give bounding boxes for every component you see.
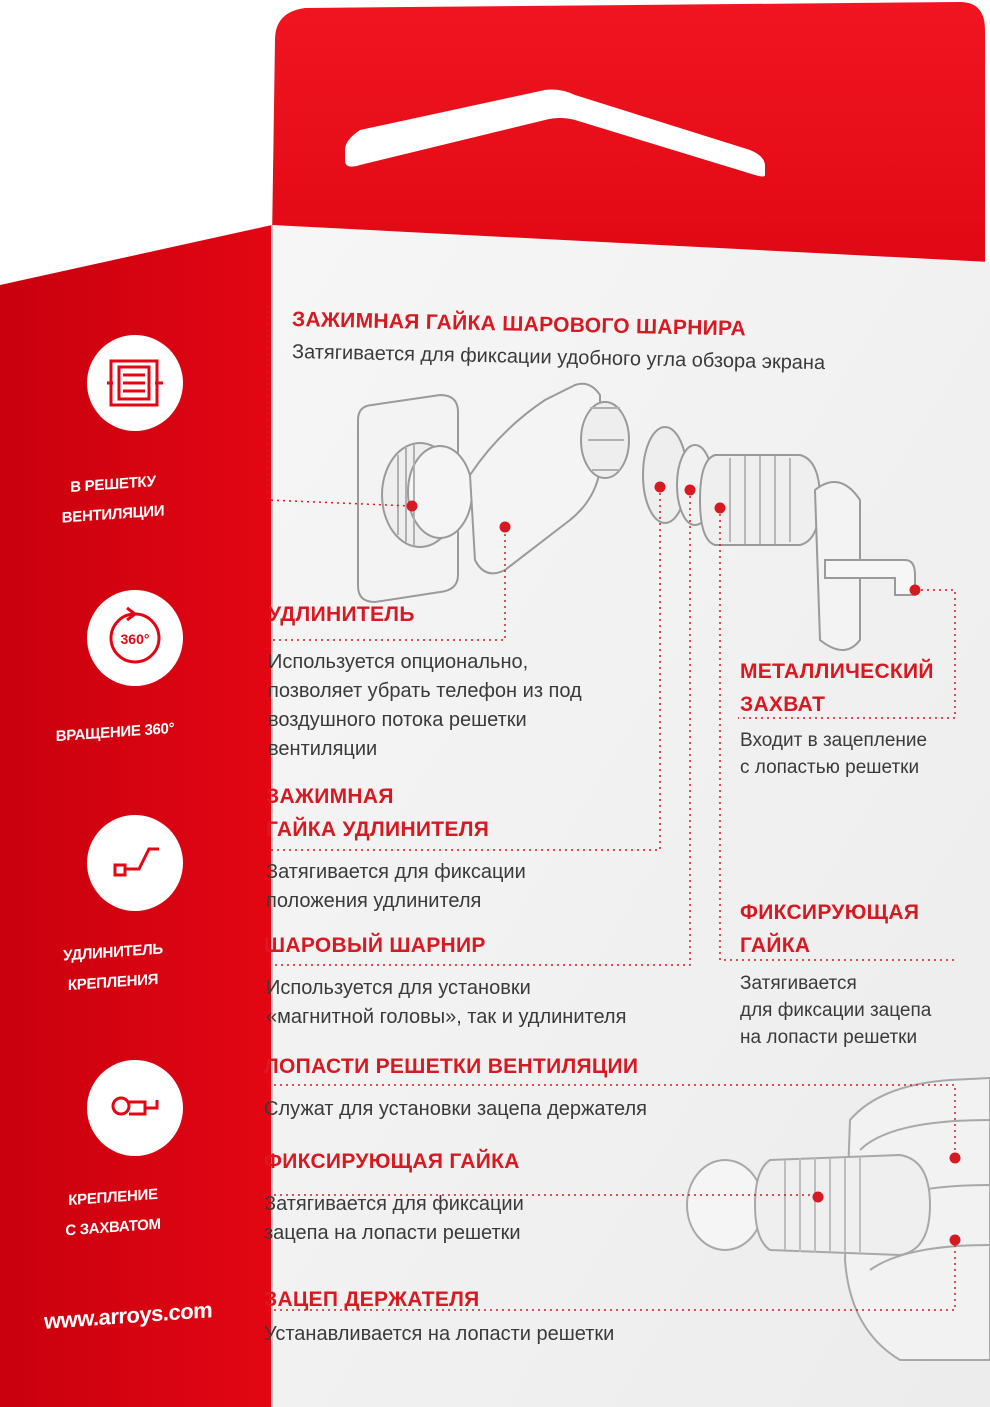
vent-blades-text: Служат для установки зацепа держателя: [264, 1098, 647, 1120]
lock-nut-right-title: ФИКСИРУЮЩАЯ ГАЙКА: [740, 901, 920, 957]
side-label-hook: КРЕПЛЕНИЕ С ЗАХВАТОМ: [65, 1185, 161, 1240]
side-panel: [0, 225, 272, 1407]
extender-title: УДЛИНИТЕЛЬ: [268, 603, 415, 626]
brand-url: www.arroys.com: [44, 1297, 213, 1334]
vent-blades-title: ЛОПАСТИ РЕШЕТКИ ВЕНТИЛЯЦИИ: [264, 1055, 639, 1078]
icon-360-text: 360°: [120, 631, 150, 647]
hook-title: ЗАЦЕП ДЕРЖАТЕЛЯ: [264, 1288, 480, 1311]
ball-nut-title: ЗАЖИМНАЯ ГАЙКА ШАРОВОГО ШАРНИРА: [291, 308, 747, 341]
lock-nut-right-text: Затягивается для фиксации зацепа на лопасти решетки: [740, 973, 932, 1048]
extender-nut-text: Затягивается для фиксации положения удлинителя: [266, 861, 526, 912]
ball-joint-title: ШАРОВЫЙ ШАРНИР: [264, 934, 486, 957]
metal-clip-text: Входит в зацепление с лопастью решетки: [740, 730, 928, 778]
side-label-rotation: ВРАЩЕНИЕ 360°: [55, 719, 175, 746]
side-label-extender: УДЛИНИТЕЛЬ КРЕПЛЕНИЯ: [63, 940, 163, 995]
ball-joint-text: Используется для установки «магнитной головы», так и удлинителя: [266, 977, 627, 1028]
extender-text: Используется опционально, позволяет убрать телефон из под воздушного потока решетки вентиляции: [268, 651, 582, 760]
lock-nut-title: ФИКСИРУЮЩАЯ ГАЙКА: [264, 1150, 520, 1173]
side-label-vent: В РЕШЕТКУ ВЕНТИЛЯЦИИ: [61, 473, 165, 527]
extender-nut-title: ЗАЖИМНАЯ ГАЙКА УДЛИНИТЕЛЯ: [266, 785, 490, 841]
ball-nut-text: Затягивается для фиксации удобного угла обзора экрана: [291, 341, 826, 375]
metal-clip-title: МЕТАЛЛИЧЕСКИЙ ЗАХВАТ: [740, 660, 934, 716]
lock-nut-text: Затягивается для фиксации зацепа на лопасти решетки: [264, 1193, 524, 1244]
hook-text: Устанавливается на лопасти решетки: [264, 1323, 615, 1345]
